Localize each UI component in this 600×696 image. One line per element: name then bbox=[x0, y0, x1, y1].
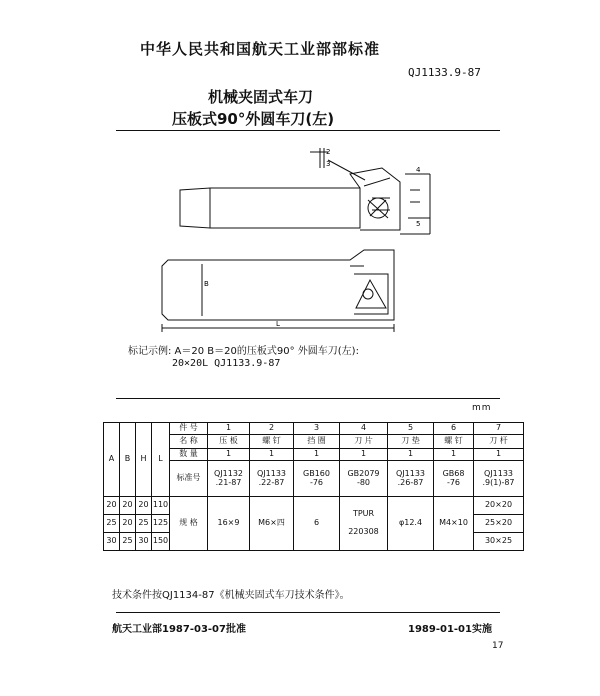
approval-date: 航天工业部1987-03-07批准 bbox=[112, 624, 246, 635]
title-line-2: 压板式90°外圆车刀(左) bbox=[172, 110, 335, 128]
name-cell: 刀 垫 bbox=[388, 435, 434, 449]
dim-cell: 20 bbox=[104, 497, 120, 515]
spec-cell: 6 bbox=[294, 497, 340, 551]
qty-cell: 1 bbox=[294, 449, 340, 461]
dim-cell: 25 bbox=[104, 515, 120, 533]
std-cell: GB2079 -80 bbox=[340, 461, 388, 497]
rod-spec-cell: 20×20 bbox=[474, 497, 524, 515]
name-cell: 压 板 bbox=[208, 435, 250, 449]
qty-cell: 1 bbox=[340, 449, 388, 461]
mid-rule bbox=[116, 398, 500, 399]
footer-rule bbox=[116, 612, 500, 613]
dim-cell: 20 bbox=[136, 497, 152, 515]
std-cell: QJ1133 .9(1)-87 bbox=[474, 461, 524, 497]
part-no-cell: 3 bbox=[294, 423, 340, 435]
part-no-cell: 1 bbox=[208, 423, 250, 435]
part-no-cell: 6 bbox=[434, 423, 474, 435]
dim-cell: 30 bbox=[136, 533, 152, 551]
name-cell: 螺 钉 bbox=[250, 435, 294, 449]
label-4: 4 bbox=[416, 166, 421, 174]
std-cell: QJ1133 .26-87 bbox=[388, 461, 434, 497]
rod-spec-cell: 25×20 bbox=[474, 515, 524, 533]
label-3: 3 bbox=[326, 160, 331, 168]
marking-example-line-2: 20×20L QJ1133.9-87 bbox=[172, 358, 281, 369]
name-cell: 刀 片 bbox=[340, 435, 388, 449]
qty-cell: 1 bbox=[474, 449, 524, 461]
header-rule bbox=[116, 130, 500, 131]
org-standard-heading: 中华人民共和国航天工业部部标准 bbox=[140, 40, 381, 58]
std-cell: GB68 -76 bbox=[434, 461, 474, 497]
std-cell: GB160 -76 bbox=[294, 461, 340, 497]
dim-cell: 150 bbox=[152, 533, 170, 551]
header-h: H bbox=[136, 423, 152, 497]
marking-example-line-1: 标记示例: A＝20 B＝20的压板式90° 外圆车刀(左): bbox=[128, 346, 359, 357]
tool-drawing bbox=[150, 138, 450, 338]
dim-cell: 25 bbox=[120, 533, 136, 551]
top-view bbox=[180, 148, 430, 234]
label-b: B bbox=[204, 280, 209, 288]
dim-cell: 20 bbox=[120, 497, 136, 515]
spec-cell: φ12.4 bbox=[388, 497, 434, 551]
row-label-std: 标准号 bbox=[170, 461, 208, 497]
header-a: A bbox=[104, 423, 120, 497]
part-no-cell: 7 bbox=[474, 423, 524, 435]
dim-cell: 125 bbox=[152, 515, 170, 533]
spec-cell: M6×四 bbox=[250, 497, 294, 551]
qty-cell: 1 bbox=[434, 449, 474, 461]
technical-conditions-note: 技术条件按QJ1134-87《机械夹固式车刀技术条件》。 bbox=[112, 590, 350, 601]
header-b: B bbox=[120, 423, 136, 497]
qty-cell: 1 bbox=[250, 449, 294, 461]
dim-cell: 20 bbox=[120, 515, 136, 533]
page-number: 17 bbox=[492, 641, 504, 651]
std-cell: QJ1133 .22-87 bbox=[250, 461, 294, 497]
name-cell: 刀 杆 bbox=[474, 435, 524, 449]
std-cell: QJ1132 .21-87 bbox=[208, 461, 250, 497]
part-no-cell: 2 bbox=[250, 423, 294, 435]
effective-date: 1989-01-01实施 bbox=[408, 624, 492, 635]
spec-cell: 16×9 bbox=[208, 497, 250, 551]
row-label-name: 名 称 bbox=[170, 435, 208, 449]
dim-cell: 25 bbox=[136, 515, 152, 533]
header-l: L bbox=[152, 423, 170, 497]
dim-cell: 30 bbox=[104, 533, 120, 551]
qty-cell: 1 bbox=[388, 449, 434, 461]
rod-spec-cell: 30×25 bbox=[474, 533, 524, 551]
name-cell: 挡 圈 bbox=[294, 435, 340, 449]
row-label-part-no: 件 号 bbox=[170, 423, 208, 435]
part-no-cell: 5 bbox=[388, 423, 434, 435]
qty-cell: 1 bbox=[208, 449, 250, 461]
name-cell: 螺 钉 bbox=[434, 435, 474, 449]
label-5: 5 bbox=[416, 220, 421, 228]
label-l: L bbox=[276, 320, 280, 328]
dim-cell: 110 bbox=[152, 497, 170, 515]
unit-label: mm bbox=[472, 403, 492, 413]
parts-table bbox=[103, 422, 524, 551]
standard-code: QJ1133.9-87 bbox=[408, 66, 481, 79]
part-no-cell: 4 bbox=[340, 423, 388, 435]
label-2: 2 bbox=[326, 148, 331, 156]
title-line-1: 机械夹固式车刀 bbox=[208, 88, 314, 106]
spec-cell: TPUR 220308 bbox=[340, 497, 388, 551]
spec-cell: M4×10 bbox=[434, 497, 474, 551]
row-label-spec: 规 格 bbox=[170, 497, 208, 551]
row-label-qty: 数 量 bbox=[170, 449, 208, 461]
